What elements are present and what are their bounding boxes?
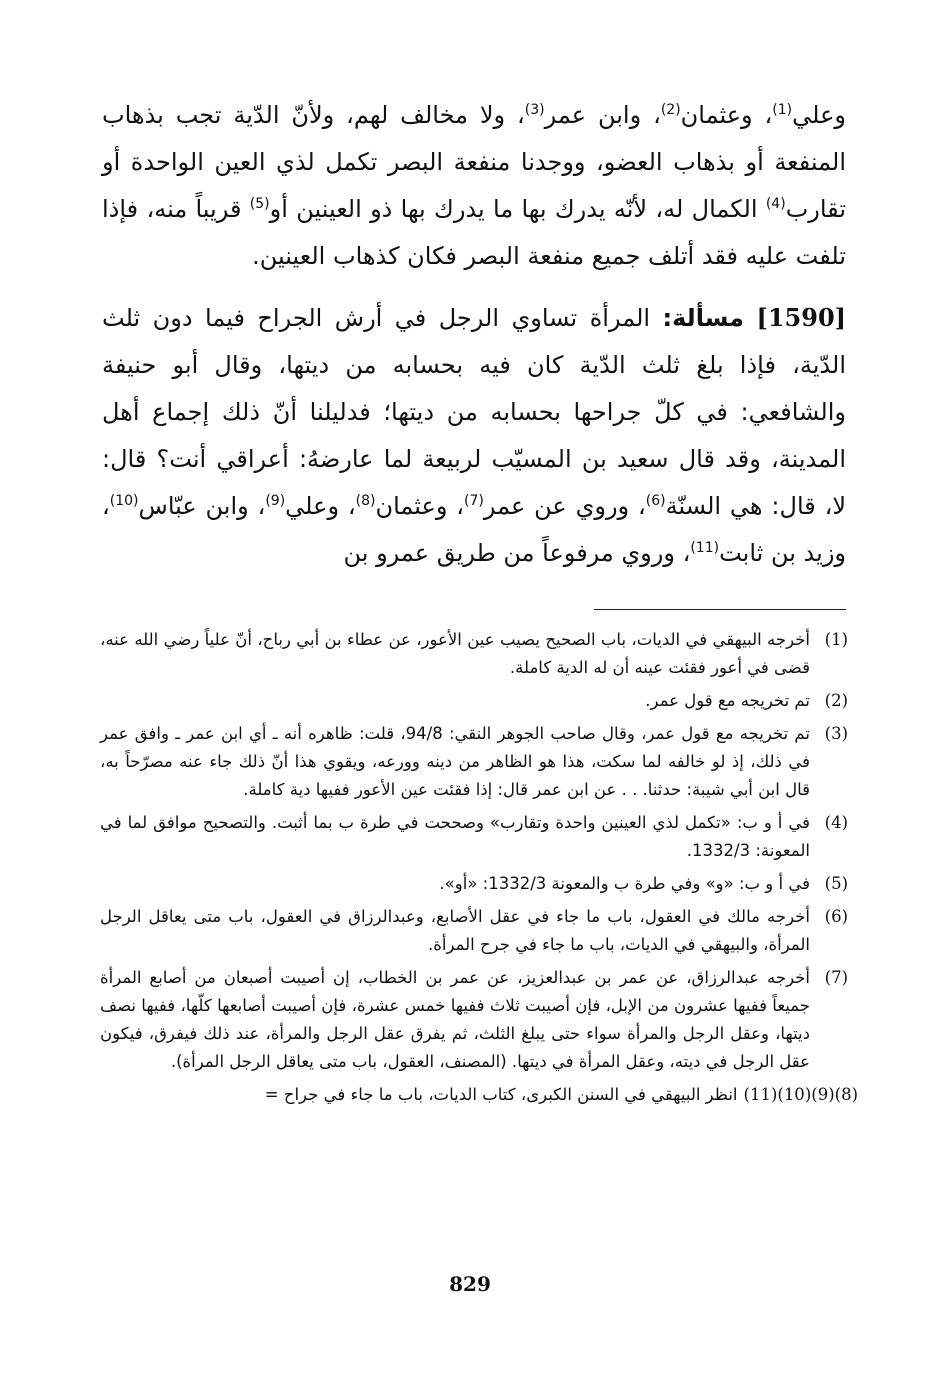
footnote-marker[interactable]: (1) <box>772 102 793 118</box>
footnote-number: (7) <box>824 968 848 987</box>
footnote-item <box>100 964 848 1076</box>
paragraph <box>102 92 846 280</box>
text-run: ، وعثمان <box>375 492 465 520</box>
footnote-number: (3) <box>824 724 848 743</box>
footnote-item <box>100 809 848 865</box>
issue-paragraph <box>102 294 846 577</box>
footnote-text: في أ و ب: «و» وفي طرة ب والمعونة 1332/3: «أو». <box>439 874 810 893</box>
text-run: المرأة تساوي الرجل في أرش الجراح فيما دون ثلث الدّية، فإذا بلغ ثلث الدّية كان فيه بحسابه من ديتها، وقال أبو حنيفة والشافعي: في كلّ جراحها بحسابه من ديتها؛ فدليلنا أنّ ذلك إجماع أهل المدينة، وقد قال سعيد بن المسيّب لربيعة لما عارضهُ: أعراقي أنت؟ قال: لا، قال: هي السنّة <box>102 304 847 520</box>
footnote-item-continued <box>100 1081 858 1109</box>
footnote-number: (2) <box>824 691 848 710</box>
text-run: ، وروي عن عمر <box>483 492 646 520</box>
footnote-marker[interactable]: (5) <box>249 196 270 212</box>
text-run: وعلي <box>792 101 846 129</box>
text-run: الكمال له، لأنّه يدرك بها ما يدرك بها ذو العينين أو <box>269 195 766 223</box>
issue-number: [1590] <box>756 303 846 332</box>
footnote-divider <box>594 609 846 610</box>
footnote-item <box>100 720 848 804</box>
text-run: ، وابن عبّاس <box>138 492 266 520</box>
footnotes <box>100 626 858 1114</box>
main-text <box>102 92 846 577</box>
text-run: ، وابن عمر <box>544 101 661 129</box>
footnote-marker[interactable]: (3) <box>524 102 545 118</box>
footnote-marker[interactable]: (7) <box>464 493 484 509</box>
footnote-text: تم تخريجه مع قول عمر، وقال صاحب الجوهر النقي: 94/8، قلت: ظاهره أنه ـ أي ابن عمر ـ وافق عمر في ذلك، إذ لو خالفه لما سكت، هذا هو الظاهر من دينه وورعه، ويقوي هذا أنّ ذلك جاء عنه مصرّحاً به، قال ابن أبي شيبة: حدثنا. . . عن ابن عمر قال: إذا فقئت عين الأعور ففيها دية كاملة. <box>100 724 810 799</box>
footnote-text: في أ و ب: «تكمل لذي العينين واحدة وتقارب» وصححت في طرة ب بما أثبت. والتصحيح موافق لما في المعونة: 1332/3. <box>100 813 810 860</box>
issue-label: مسألة: <box>662 304 744 332</box>
footnote-text: أخرجه البيهقي في الديات، باب الصحيح يصيب عين الأعور، عن عطاء بن أبي رباح، أنّ علياً رضي الله عنه، قضى في أعور فقئت عينه أن له الدية كاملة. <box>100 630 810 677</box>
footnote-marker[interactable]: (10) <box>109 493 139 509</box>
footnote-item <box>100 687 848 715</box>
footnote-number: (6) <box>824 907 848 926</box>
footnote-text: انظر البيهقي في السنن الكبرى، كتاب الديات، باب ما جاء في جراح = <box>264 1085 738 1104</box>
text-run: ، وزيد بن ثابت <box>102 492 846 567</box>
footnote-number: (8)(9)(10)(11) <box>743 1085 858 1104</box>
footnote-number: (1) <box>824 630 848 649</box>
footnote-marker[interactable]: (9) <box>265 493 286 509</box>
text-run: ، وروي مرفوعاً من طريق عمرو بن <box>343 539 691 567</box>
footnote-text: تم تخريجه مع قول عمر. <box>645 691 810 710</box>
page-number: 829 <box>449 1272 491 1296</box>
footnote-number: (4) <box>824 813 848 832</box>
text-run: ، وعثمان <box>680 101 773 129</box>
text-run: قريباً منه، فإذا تلفت عليه فقد أتلف جميع منفعة البصر فكان كذهاب العينين. <box>102 195 846 270</box>
footnote-text: أخرجه مالك في العقول، باب ما جاء في عقل الأصابع، وعبدالرزاق في العقول، باب متى يعاقل الرجل المرأة، والبيهقي في الديات، باب ما جاء في جرح المرأة. <box>100 907 810 954</box>
footnote-text: أخرجه عبدالرزاق، عن عمر بن عبدالعزيز، عن عمر بن الخطاب، إن أصيبت أصبعان من أصابع المرأة جميعاً ففيها عشرون من الإبل، فإن أصيبت ثلاث ففيها خمس عشرة، فإن أصيبت أصابعها كلّها، ففيها نصف ديتها، وعقل الرجل والمرأة سواء حتى يبلغ الثلث، ثم يفرق عقل الرجل والمرأة، عند ذلك فيفرق، فيكون عقل الرجل في ديته، وعقل المرأة في ديتها. (المصنف، العقول، باب متى يعاقل الرجل المرأة). <box>100 968 810 1071</box>
text-run: ، ولا مخالف لهم، ولأنّ الدّية تجب بذهاب المنفعة أو بذهاب العضو، ووجدنا منفعة البصر تكمل لذي العين الواحدة أو تقارب <box>102 101 847 223</box>
footnote-marker[interactable]: (4) <box>765 196 786 212</box>
footnote-item <box>100 626 848 682</box>
footnote-number: (5) <box>824 874 848 893</box>
footnote-marker[interactable]: (8) <box>355 493 376 509</box>
footnote-marker[interactable]: (2) <box>660 102 681 118</box>
footnote-marker[interactable]: (11) <box>690 540 720 556</box>
footnote-marker[interactable]: (6) <box>645 493 666 509</box>
footnote-item <box>100 870 848 898</box>
footnote-item <box>100 903 848 959</box>
text-run: ، وعلي <box>285 492 356 520</box>
